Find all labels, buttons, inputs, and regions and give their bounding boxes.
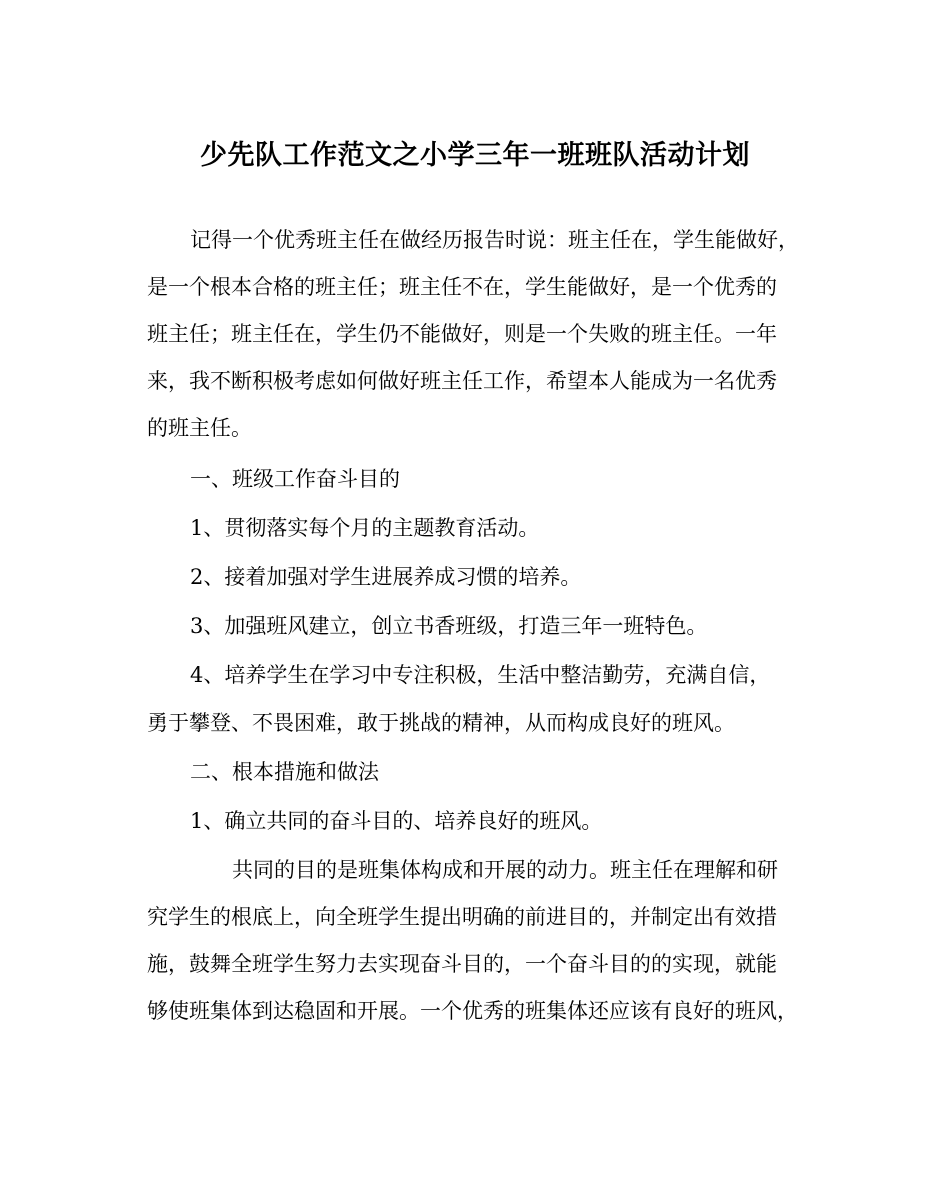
paragraph-line: 记得一个优秀班主任在做经历报告时说：班主任在，学生能做好， [190, 228, 799, 252]
paragraph-line: 够使班集体到达稳固和开展。一个优秀的班集体还应该有良好的班风， [147, 999, 798, 1023]
paragraph-line: 究学生的根底上，向全班学生提出明确的前进目的，并制定出有效措 [147, 905, 777, 929]
paragraph-line: 班主任；班主任在，学生仍不能做好，则是一个失败的班主任。一年 [147, 322, 777, 346]
paragraph-line: 共同的目的是班集体构成和开展的动力。班主任在理解和研 [232, 858, 778, 882]
list-item: 2、接着加强对学生进展养成习惯的培养。 [190, 565, 582, 589]
paragraph-line: 施，鼓舞全班学生努力去实现奋斗目的，一个奋斗目的的实现，就能 [147, 952, 777, 976]
paragraph-line: 是一个根本合格的班主任；班主任不在，学生能做好，是一个优秀的 [147, 275, 777, 299]
list-item: 1、确立共同的奋斗目的、培养良好的班风。 [190, 809, 603, 833]
section-heading: 一、班级工作奋斗目的 [190, 467, 400, 491]
list-item: 3、加强班风建立，创立书香班级，打造三年一班特色。 [190, 614, 708, 638]
list-item: 1、贯彻落实每个月的主题教育活动。 [190, 516, 540, 540]
list-item-continuation: 勇于攀登、不畏困难，敢于挑战的精神，从而构成良好的班风。 [147, 711, 735, 735]
section-heading: 二、根本措施和做法 [190, 760, 379, 784]
document-title: 少先队工作范文之小学三年一班班队活动计划 [200, 140, 750, 171]
paragraph-line: 的班主任。 [147, 416, 252, 440]
paragraph-line: 来，我不断积极考虑如何做好班主任工作，希望本人能成为一名优秀 [147, 369, 777, 393]
list-item: 4、培养学生在学习中专注积极，生活中整洁勤劳，充满自信， [190, 663, 771, 687]
